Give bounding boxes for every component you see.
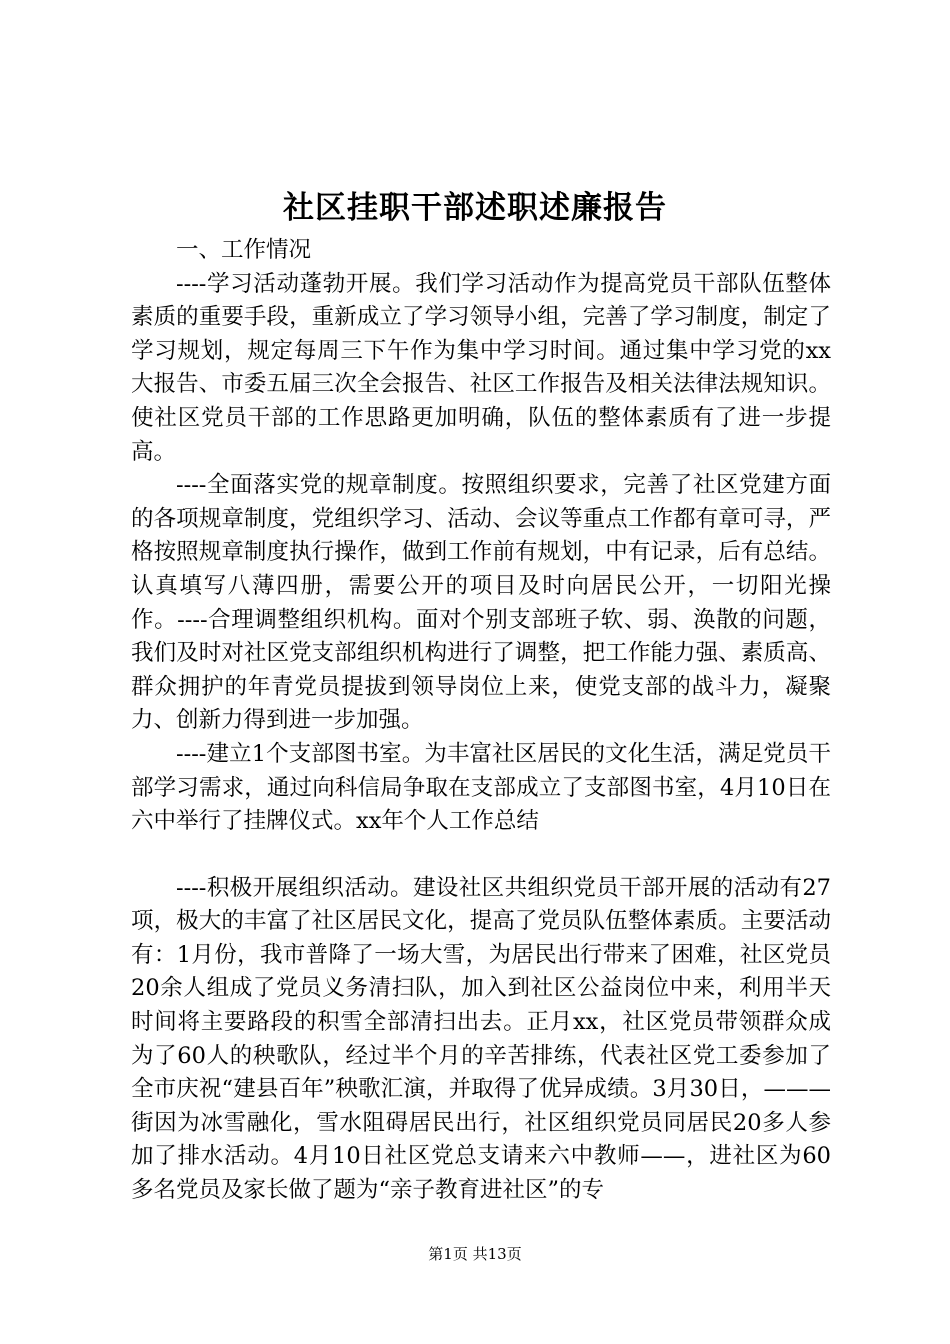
- paragraph-study-activities: ----学习活动蓬勃开展。我们学习活动作为提高党员干部队伍整体素质的重要手段，重新成立了学习领导小组，完善了学习制度，制定了学习规划，规定每周三下午作为集中学习时间。通过集中学习党的xx大报告、市委五届三次全会报告、社区工作报告及相关法律法规知识。使社区党员干部的工作思路更加明确，队伍的整体素质有了进一步提高。: [131, 270, 831, 465]
- paragraph-reading-room: ----建立1个支部图书室。为丰富社区居民的文化生活，满足党员干部学习需求，通过向科信局争取在支部成立了支部图书室，4月10日在六中举行了挂牌仪式。xx年个人工作总结: [131, 740, 831, 835]
- section-heading: 一、工作情况: [176, 237, 312, 263]
- paragraph-rules-and-organization: ----全面落实党的规章制度。按照组织要求，完善了社区党建方面的各项规章制度，党组织学习、活动、会议等重点工作都有章可寻，严格按照规章制度执行操作，做到工作前有规划，中有记录，后有总结。认真填写八薄四册，需要公开的项目及时向居民公开，一切阳光操作。----合理调整组织机构。面对个别支部班子软、弱、涣散的问题，我们及时对社区党支部组织机构进行了调整，把工作能力强、素质高、群众拥护的年青党员提拔到领导岗位上来，使党支部的战斗力，凝聚力、创新力得到进一步加强。: [131, 472, 831, 734]
- document-body: [131, 234, 831, 1208]
- paragraph-organization-activities: ----积极开展组织活动。建设社区共组织党员干部开展的活动有27项，极大的丰富了社区居民文化，提高了党员队伍整体素质。主要活动有：1月份，我市普降了一场大雪，为居民出行带来了困难，社区党员20余人组成了党员义务清扫队，加入到社区公益岗位中来，利用半天时间将主要路段的积雪全部清扫出去。正月xx，社区党员带领群众成为了60人的秧歌队，经过半个月的辛苦排练，代表社区党工委参加了全市庆祝“建县百年”秧歌汇演，并取得了优异成绩。3月30日，———街因为冰雪融化，雪水阻碍居民出行，社区组织党员同居民20多人参加了排水活动。4月10日社区党总支请来六中教师——，进社区为60多名党员及家长做了题为“亲子教育进社区”的专: [131, 874, 831, 1204]
- paragraph-spacer: [131, 839, 831, 872]
- page-number: 第1页 共13页: [428, 1245, 522, 1263]
- document-title: 社区挂职干部述职述廉报告: [283, 190, 667, 226]
